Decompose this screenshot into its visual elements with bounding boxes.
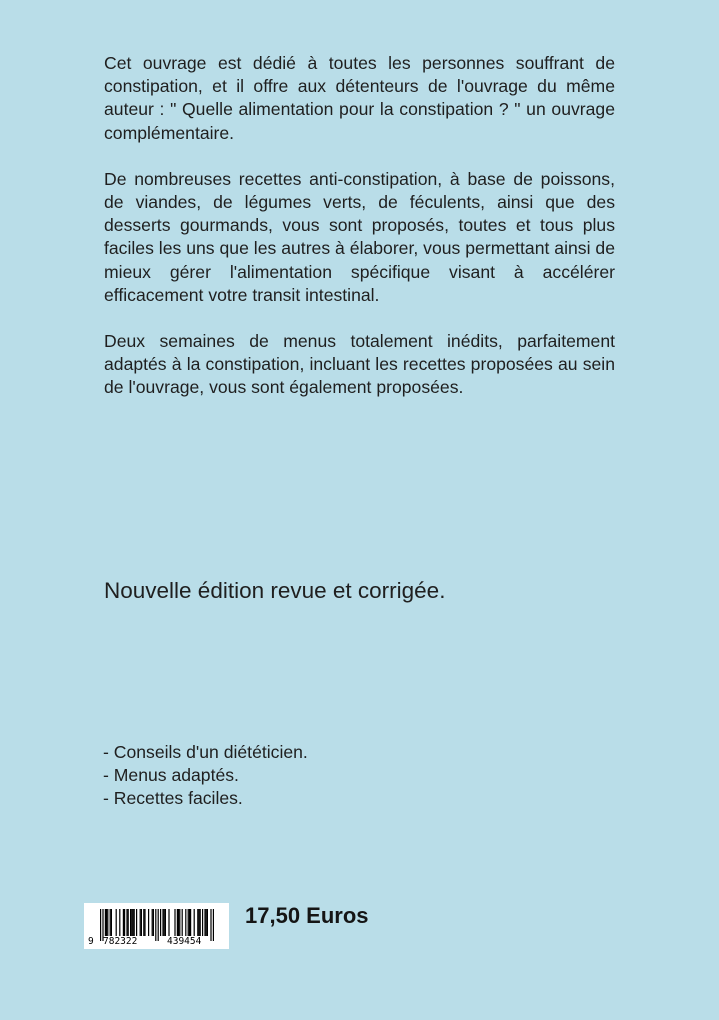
barcode-bar <box>213 909 214 941</box>
feature-item-dietitian: - Conseils d'un diététicien. <box>103 742 308 762</box>
barcode-bar <box>140 909 141 936</box>
barcode-bar <box>134 909 135 936</box>
barcode-bar <box>165 909 166 936</box>
barcode-first-digit: 9 <box>88 936 94 947</box>
barcode-bar <box>100 909 101 941</box>
edition-note: Nouvelle édition revue et corrigée. <box>104 578 446 603</box>
barcode-bar <box>119 909 120 936</box>
barcode-bar <box>174 909 175 936</box>
barcode-bar <box>116 909 117 936</box>
barcode-bar <box>107 909 108 936</box>
barcode-bar <box>185 909 186 936</box>
barcode-bar <box>162 909 163 936</box>
barcode-bar <box>155 909 156 941</box>
barcode-bar <box>123 909 124 936</box>
barcode-bar <box>111 909 112 936</box>
barcode-bar <box>126 909 127 936</box>
barcode-bar <box>190 909 191 936</box>
barcode-bar <box>124 909 125 936</box>
barcode-bar <box>136 909 137 936</box>
barcode-bar <box>105 909 106 936</box>
barcode-bar <box>143 909 144 936</box>
barcode-bar <box>204 909 205 936</box>
barcode-bar <box>188 909 189 936</box>
barcode-bar <box>110 909 111 936</box>
barcode-bar <box>178 909 179 936</box>
blurb-paragraph-3: Deux semaines de menus totalement inédits, parfaitement adaptés à la constipation, incluant les recettes proposées au sein de l'ouvrage, vous sont également proposées. <box>104 331 615 398</box>
feature-item-menus: - Menus adaptés. <box>103 765 239 786</box>
back-cover-blurb <box>104 52 615 423</box>
barcode-bar <box>182 909 183 936</box>
barcode-bar <box>106 909 107 936</box>
barcode-bar <box>168 909 169 936</box>
barcode-bar <box>160 909 161 936</box>
barcode-bar <box>207 909 208 936</box>
barcode-bar <box>189 909 190 936</box>
barcode-bar <box>144 909 145 936</box>
barcode-left-group: 782322 <box>103 936 138 947</box>
barcode-bar <box>132 909 133 936</box>
barcode-bar <box>194 909 195 936</box>
barcode-bar <box>158 909 159 941</box>
barcode-bar <box>200 909 201 936</box>
barcode-right-group: 439454 <box>167 936 202 947</box>
barcode-bar <box>131 909 132 936</box>
barcode-bar <box>206 909 207 936</box>
barcode-bar <box>198 909 199 936</box>
barcode-bar <box>164 909 165 936</box>
isbn-barcode <box>84 903 229 949</box>
barcode-bar <box>128 909 129 936</box>
feature-item-recipes: - Recettes faciles. <box>103 788 243 809</box>
price-label: 17,50 Euros <box>245 903 369 928</box>
barcode-bar <box>152 909 153 936</box>
barcode-bar <box>130 909 131 936</box>
barcode-bar <box>177 909 178 936</box>
barcode-bar <box>141 909 142 936</box>
barcode-bar <box>179 909 180 936</box>
blurb-paragraph-2: De nombreuses recettes anti-constipation, à base de poissons, de viandes, de légumes verts, de féculents, ainsi que des desserts gourmands, vous sont proposés, toutes et tous plus faciles les uns que les autres à élaborer, vous permettant ainsi de mieux gérer l'alimentation spécifique visant à accélérer efficacement votre transit intestinal. <box>104 168 615 305</box>
barcode-bar <box>202 909 203 936</box>
barcode-bar <box>148 909 149 936</box>
blurb-paragraph-1: Cet ouvrage est dédié à toutes les personnes souffrant de constipation, et il offre aux détenteurs de l'ouvrage du même auteur : " Quelle alimentation pour la constipation ? " un ouvrage complémentaire. <box>104 53 615 143</box>
feature-list <box>103 741 308 811</box>
barcode-bar <box>153 909 154 936</box>
barcode-bar <box>210 909 211 941</box>
barcode-bar <box>197 909 198 936</box>
